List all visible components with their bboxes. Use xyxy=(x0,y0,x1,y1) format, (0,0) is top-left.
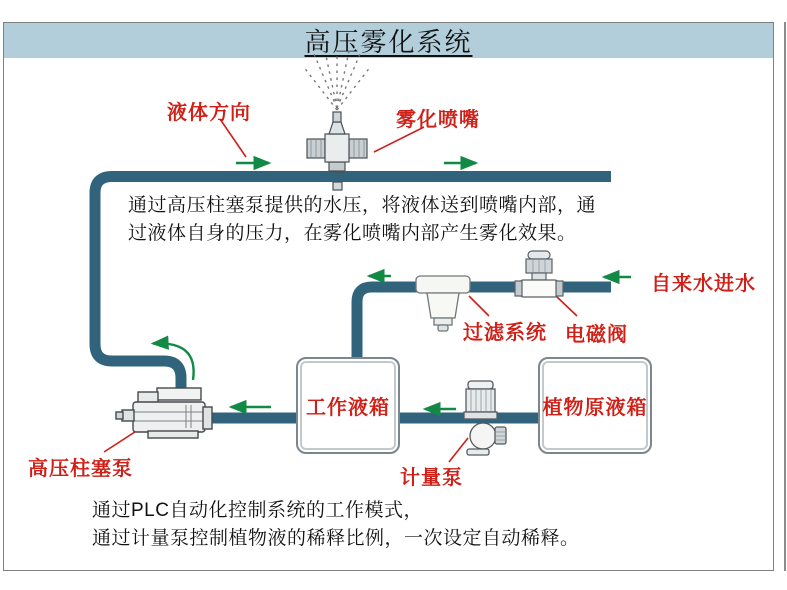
leader-filter xyxy=(469,296,489,316)
description-top-line1: 通过高压柱塞泵提供的水压，将液体送到喷嘴内部，通 xyxy=(128,195,597,216)
solenoid-valve-icon xyxy=(515,251,563,297)
spray-lines xyxy=(303,50,371,110)
working-tank-label: 工作液箱 xyxy=(306,397,390,419)
description-top xyxy=(128,192,596,248)
plant-stock-tank xyxy=(538,357,652,454)
label-filter-system: 过滤系统 xyxy=(463,322,547,344)
label-plunger-pump: 高压柱塞泵 xyxy=(28,458,133,480)
description-top-line2: 过液体自身的压力，在雾化喷嘴内部产生雾化效果。 xyxy=(128,223,577,244)
page-title: 高压雾化系统 xyxy=(304,27,473,57)
label-metering-pump: 计量泵 xyxy=(400,467,463,489)
leader-metering-pump xyxy=(449,438,468,462)
label-solenoid-valve: 电磁阀 xyxy=(565,324,628,346)
filter-icon xyxy=(416,276,470,331)
leader-valve xyxy=(556,296,577,316)
working-tank xyxy=(296,357,400,454)
label-tap-water-inlet: 自来水进水 xyxy=(651,273,756,295)
plunger-pump-icon xyxy=(116,388,212,438)
label-liquid-direction: 液体方向 xyxy=(167,102,251,124)
plant-stock-tank-label: 植物原液箱 xyxy=(542,397,648,419)
description-bottom-line1: 通过PLC自动化控制系统的工作模式， xyxy=(92,500,423,521)
description-bottom-line2: 通过计量泵控制植物液的稀释比例，一次设定自动稀释。 xyxy=(92,528,580,549)
description-bottom xyxy=(92,497,580,553)
label-atomizing-nozzle: 雾化喷嘴 xyxy=(396,109,480,131)
